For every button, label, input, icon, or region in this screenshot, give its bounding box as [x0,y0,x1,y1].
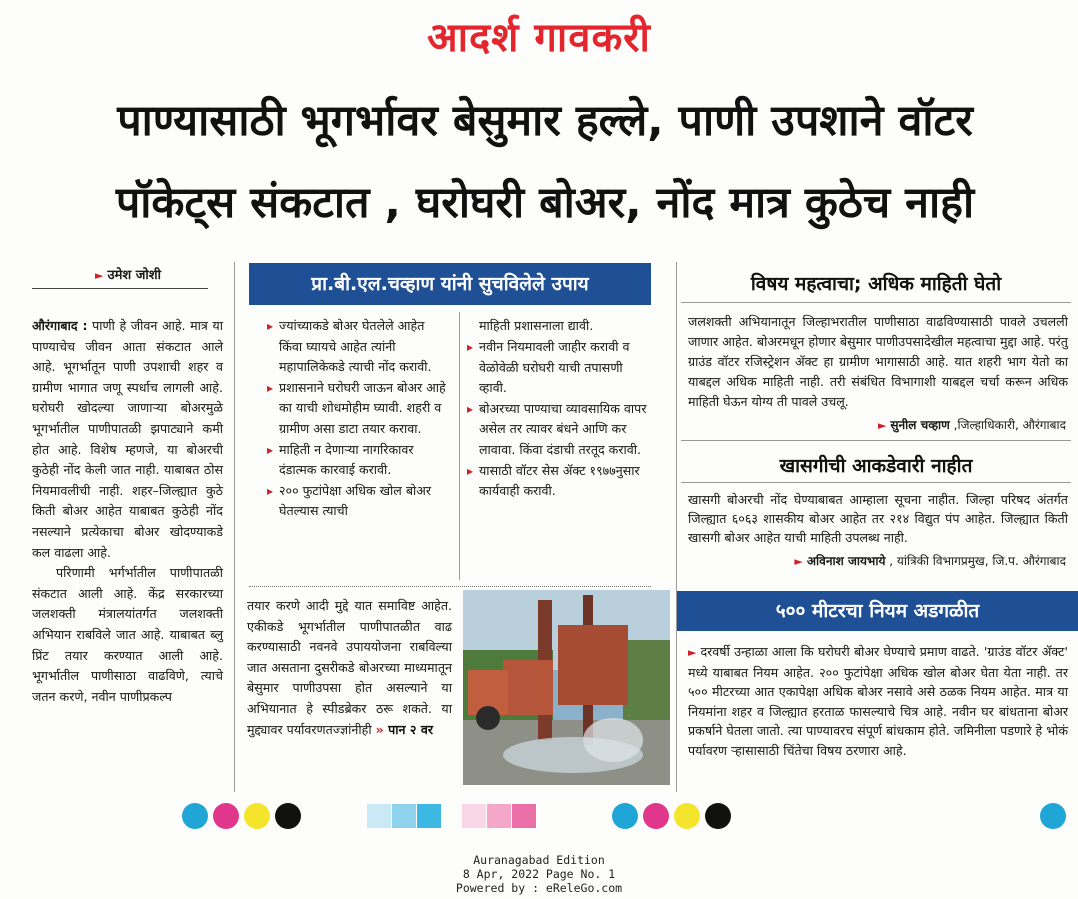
tips-list-2 [467,337,647,502]
byline [95,265,161,283]
column-divider [234,262,235,792]
byline-name: उमेश जोशी [107,268,161,283]
box1-bottom-rule [681,440,1071,441]
borewell-rig-image [463,590,670,785]
tip-item: ▸ ज्यांच्याकडे बोअर घेतलेले आहेत किंवा घ्यायचे आहेत त्यांनी महापालिकेकडे त्याची नोंद करावी. [267,316,450,378]
box3-banner: ५०० मीटरचा नियम अडगळीत [677,591,1078,631]
tips-banner: प्रा.बी.एल.चव्हाण यांनी सुचविलेले उपाय [249,263,651,305]
borewell-photo [463,590,670,785]
box1-title: विषय महत्वाचा; अधिक माहिती घेतो [750,273,1002,295]
box1-sig-name: सुनील चव्हाण [890,418,950,432]
registration-tint-square [392,804,416,828]
registration-yellow-dot [674,803,700,829]
registration-cyan-dot [612,803,638,829]
main-story-continued [247,596,452,740]
masthead-logo: आदर्श गावकरी [427,15,651,61]
tips-bottom-rule [249,586,651,588]
sig-arrow-icon: ► [877,419,887,432]
box2-body: खासगी बोअरची नोंद घेण्याबाबत आम्हाला सूचना नाहीत. जिल्हा परिषद अंतर्गत जिल्ह्यात ६०६३ शासकीय बोअर आहेत तर २१४ विद्युत पंप आहेत. जिल्ह्यात किती खासगी बोअर आहेत याची माहिती उपलब्ध नाही. [688,492,1068,545]
registration-tint-square [367,804,391,828]
registration-black-dot [275,803,301,829]
footer-powered-by: Powered by : eReleGo.com [455,881,623,895]
main-story-para-1-text: पाणी हे जीवन आहे. मात्र या पाण्याचेच जीवन आता संकटात आले आहे. भूगर्भातून पाणी उपशाची शहर व ग्रामीण भागात जणू स्पर्धाच लागली आहे. घरोघरी खोदल्या जाणाऱ्या बोअरमुळे भूगर्भातील पाणीपातळी झपाट्याने कमी होत आहे. विशेष म्हणजे, या बोअरची कुठेही नोंद केली जात नाही. याबाबत ठोस नियमावलीची नाही. शहर–जिल्ह्यात कुठे किती बोअर आहेत याबाबत कुठेही नोंद नसल्याने प्रत्येकाचा बोअर खोदण्याकडे कल वाढला आहे. [32,318,223,560]
continued-text: तयार करणे आदी मुद्दे यात समाविष्ट आहेत. एकीकडे भूगर्भातील पाणीपातळीत वाढ करण्यासाठी नवनवे उपाययोजना राबविल्या जात असताना दुसरीकडे बोअरच्या माध्यमातून बेसुमार पाणीउपसा होत असल्याने या अभियानात हे स्पीडब्रेकर ठरू शकते. या मुद्द्यावर पर्यावरणतज्ज्ञांनीही [247,598,452,737]
footer-date-page: 8 Apr, 2022 Page No. 1 [462,867,616,881]
sig-arrow-icon: ► [794,555,803,568]
registration-cyan-dot [1040,803,1066,829]
box2-sig-name: अविनाश जायभाये [806,554,886,568]
box2-title: खासगीची आकडेवारी नाहीत [779,455,973,477]
box2-signature [688,552,1066,569]
box2-title-rule [681,482,1071,483]
headline-line-1: पाण्यासाठी भूगर्भावर बेसुमार हल्ले, पाणी उपशाने वॉटर [117,96,973,146]
box2-sig-role: , यांत्रिकी विभागप्रमुख, जि.प. औरंगाबाद [885,554,1066,568]
footer-edition: Auranagabad Edition [473,853,605,867]
tips-list-1 [267,316,450,522]
main-story-para-1 [32,316,223,563]
page-footer [0,853,1078,895]
byline-divider [32,288,208,289]
registration-tint-square [512,804,536,828]
right-column-divider [676,262,677,792]
tip-item: ▸ यासाठी वॉटर सेस ॲक्ट १९७७नुसार कार्यवाही करावी. [467,461,647,502]
byline-arrow-icon: ► [95,269,104,282]
box1-sig-role: ,जिल्हाधिकारी, औरंगाबाद [949,418,1066,432]
registration-tint-square [417,804,441,828]
registration-tint-square [462,804,486,828]
tip-item: ▸ नवीन नियमावली जाहीर करावी व वेळोवेळी घरोघरी याची तपासणी व्हावी. [467,337,647,399]
box3-body [688,642,1068,760]
box1-title-rule [681,302,1071,303]
jump-arrow-icon: » [375,721,384,737]
jump-link: पान २ वर [388,721,434,737]
box3-body-text: दरवर्षी उन्हाळा आला कि घरोघरी बोअर घेण्याचे प्रमाण वाढते. 'ग्राउंड वॉटर ॲक्ट' मध्ये याबाबत नियम आहेत. २०० फुटांपेक्षा अधिक खोल बोअर घेता येता नाही. तर ५०० मीटरच्या आत एकापेक्षा अधिक बोअर नसावे असे ठळक नियम आहेत. मात्र या नियमांना शहर व जिल्ह्यात हरताळ फासल्याचे चित्र आहे. नवीन घर बांधताना बोअर प्रकर्षाने घेतला जातो. त्या पाण्यावरच संपूर्ण बांधकाम होते. जमिनीला पडणारे हे भोकं पर्यावरण ऱ्हासासाठी चिंतेचा विषय ठरणारा आहे. [688,644,1068,758]
box3-arrow-icon: ► [688,646,697,659]
tips-divider [459,312,460,580]
registration-yellow-dot [244,803,270,829]
headline-line-2: पॉकेट्स संकटात , घरोघरी बोअर, नोंद मात्र कुठेच नाही [115,178,975,228]
registration-cyan-dot [182,803,208,829]
registration-magenta-dot [213,803,239,829]
box1-body: जलशक्ती अभियानातून जिल्हाभरातील पाणीसाठा वाढविण्यासाठी पावले उचलली जाणार आहेत. बोअरमधून होणार बेसुमार पाणीउपसादेखील महत्वाचा मुद्दा आहे. परंतु ग्राउंड वॉटर रजिस्ट्रेशन ॲक्ट हा ग्रामीण भागासाठी आहे. यात शहरी भाग येतो का याबद्दल अधिक माहिती नाही. तरी संबंधित विभागाशी याबद्दल चर्चा करून अधिक माहिती घेऊन योग्य ती पावले उचलू. [688,314,1068,409]
tip-item: ▸ बोअरच्या पाण्याचा व्यावसायिक वापर असेल तर त्यावर बंधने आणि कर लावावा. किंवा दंडाची तरतूद करावी. [467,399,647,461]
registration-black-dot [705,803,731,829]
registration-tint-square [487,804,511,828]
tip-item: ▸ प्रशासनाने घरोघरी जाऊन बोअर आहे का याची शोधमोहीम घ्यावी. शहरी व ग्रामीण असा डाटा तयार करावा. [267,378,450,440]
main-story-column [32,316,223,707]
main-story-para-2: परिणामी भर्गर्भातील पाणीपातळी संकटात आली आहे. केंद्र सरकारच्या जलशक्ती मंत्रालयांतर्गत जलशक्ती अभियान राबविले जात आहे. याबाबत ब्लु प्रिंट तयार करण्यात आली आहे. भूगर्भातील पाणीसाठा वाढविणे, त्याचे जतन करणे, नवीन पाणीप्रकल्प [32,565,223,704]
dateline: औरंगाबाद : [32,318,88,333]
tips-col2-lead: माहिती प्रशासनाला द्यावी. [479,318,594,333]
tip-item: ▸ माहिती न देणाऱ्या नागरिकावर दंडात्मक कारवाई करावी. [267,440,450,481]
tip-item: ▸ २०० फुटांपेक्षा अधिक खोल बोअर घेतल्यास त्याची [267,481,450,522]
box1-signature [688,416,1066,433]
registration-magenta-dot [643,803,669,829]
